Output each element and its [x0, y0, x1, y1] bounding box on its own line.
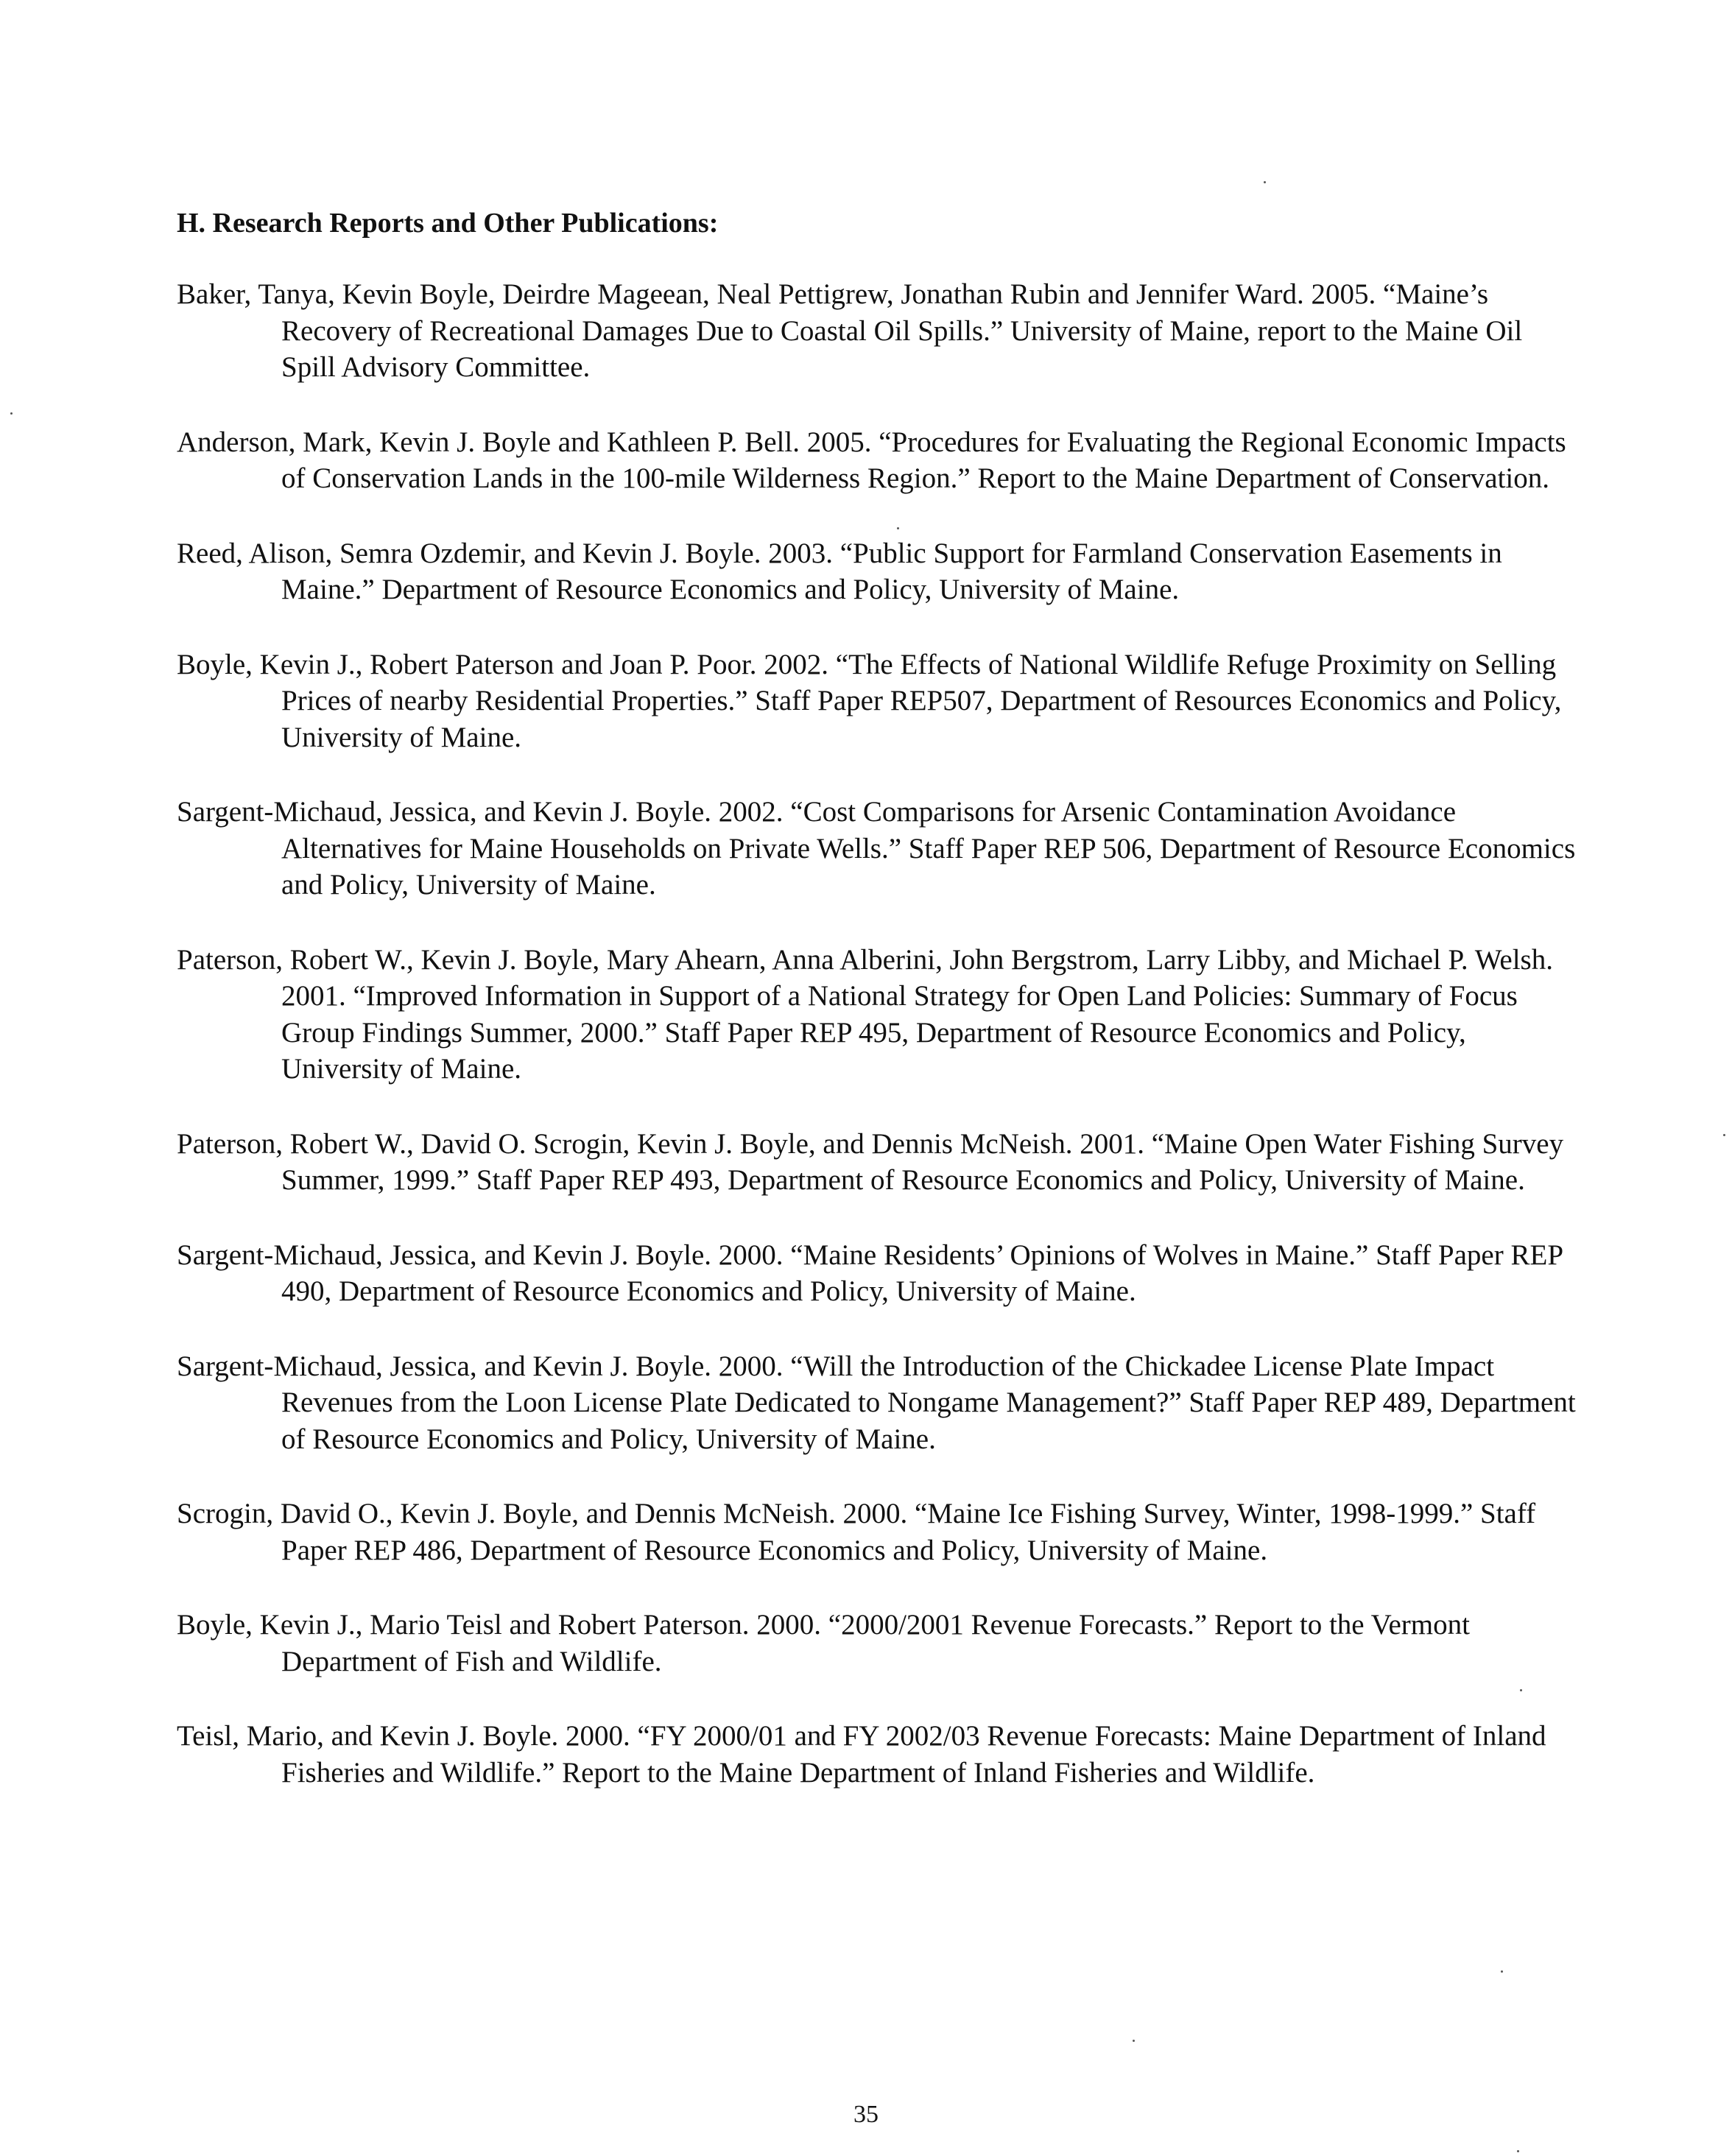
- reference-item: Paterson, Robert W., David O. Scrogin, Kevin J. Boyle, and Dennis McNeish. 2001. “Maine Open Water Fishing Survey Summer, 1999.” Staff Paper REP 493, Department of Resource Economics and Policy, University of Maine.: [177, 1127, 1564, 1196]
- scan-speck: [10, 412, 13, 415]
- reference-item: Sargent-Michaud, Jessica, and Kevin J. Boyle. 2000. “Will the Introduction of the Chickadee License Plate Impact Revenues from the Loon License Plate Dedicated to Nongame Management?” Staff Paper REP 489, Department of Resource Economics and Policy, University of Maine.: [177, 1350, 1576, 1455]
- reference-item: Sargent-Michaud, Jessica, and Kevin J. Boyle. 2002. “Cost Comparisons for Arsenic Contamination Avoidance Alternatives for Maine Households on Private Wells.” Staff Paper REP 506, Department of Resource Economics and Policy, University of Maine.: [177, 796, 1576, 901]
- scan-speck: [897, 527, 899, 529]
- reference-item: Boyle, Kevin J., Robert Paterson and Joan P. Poor. 2002. “The Effects of National Wildlife Refuge Proximity on Selling Prices of nearby Residential Properties.” Staff Paper REP507, Department of Resources Economics and Policy, University of Maine.: [177, 648, 1562, 753]
- reference-item: Boyle, Kevin J., Mario Teisl and Robert Paterson. 2000. “2000/2001 Revenue Forecasts.” Report to the Vermont Department of Fish and Wildlife.: [177, 1609, 1470, 1677]
- reference-list: [177, 276, 1576, 1829]
- reference-item: Baker, Tanya, Kevin Boyle, Deirdre Mageean, Neal Pettigrew, Jonathan Rubin and Jennifer Ward. 2005. “Maine’s Recovery of Recreational Damages Due to Coastal Oil Spills.” University of Maine, report to the Maine Oil Spill Advisory Committee.: [177, 278, 1523, 383]
- reference-item: Scrogin, David O., Kevin J. Boyle, and Dennis McNeish. 2000. “Maine Ice Fishing Survey, Winter, 1998-1999.” Staff Paper REP 486, Department of Resource Economics and Policy, University of Maine.: [177, 1498, 1536, 1566]
- scan-speck: [1520, 1689, 1522, 1691]
- scan-speck: [1264, 181, 1266, 183]
- reference-item: Reed, Alison, Semra Ozdemir, and Kevin J. Boyle. 2003. “Public Support for Farmland Conservation Easements in Maine.” Department of Resource Economics and Policy, University of Maine.: [177, 537, 1502, 605]
- section-heading: H. Research Reports and Other Publications:: [177, 208, 719, 239]
- page-number: 35: [853, 2101, 879, 2128]
- scan-speck: [1723, 1134, 1725, 1136]
- reference-item: Anderson, Mark, Kevin J. Boyle and Kathleen P. Bell. 2005. “Procedures for Evaluating the Regional Economic Impacts of Conservation Lands in the 100-mile Wilderness Region.” Report to the Maine Department of Conservation.: [177, 426, 1566, 494]
- scan-speck: [1517, 2150, 1519, 2152]
- scan-speck: [1501, 1970, 1503, 1973]
- reference-item: Paterson, Robert W., Kevin J. Boyle, Mary Ahearn, Anna Alberini, John Bergstrom, Larry Libby, and Michael P. Welsh. 2001. “Improved Information in Support of a National Strategy for Open Land Policies: Summary of Focus Group Findings Summer, 2000.” Staff Paper REP 495, Department of Resource Economics and Policy, University of Maine.: [177, 943, 1553, 1085]
- scan-speck: [1133, 2040, 1135, 2042]
- reference-item: Sargent-Michaud, Jessica, and Kevin J. Boyle. 2000. “Maine Residents’ Opinions of Wolves in Maine.” Staff Paper REP 490, Department of Resource Economics and Policy, University of Maine.: [177, 1239, 1563, 1307]
- reference-item: Teisl, Mario, and Kevin J. Boyle. 2000. “FY 2000/01 and FY 2002/03 Revenue Forecasts: Maine Department of Inland Fisheries and Wildlife.” Report to the Maine Department of Inland Fisheries and Wildlife.: [177, 1720, 1546, 1789]
